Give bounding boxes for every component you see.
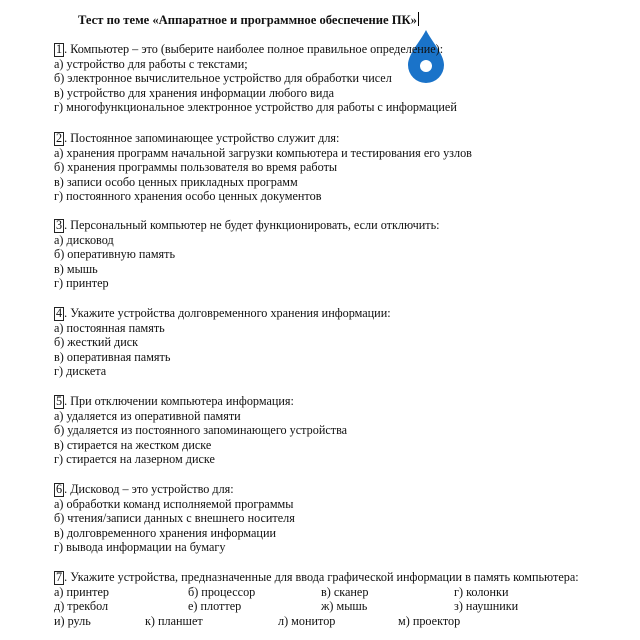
option: г) стирается на лазерном диске (54, 452, 215, 467)
option: з) наушники (454, 599, 519, 614)
option: г) принтер (54, 276, 109, 291)
option: г) дискета (54, 364, 107, 379)
option: в) стирается на жестком диске (54, 437, 212, 452)
question-number: 5 (56, 394, 63, 408)
option: г) многофункциональное электронное устройство для работы с информацией (54, 100, 457, 115)
option: в) устройство для хранения информации любого вида (54, 85, 335, 100)
question-4 (54, 306, 391, 379)
question-4-text: 4 . Укажите устройства долговременного хранения информации: (56, 306, 391, 320)
option: а) дисковод (54, 232, 114, 247)
question-2 (54, 131, 472, 204)
option: г) постоянного хранения особо ценных документов (54, 189, 322, 204)
option: а) хранения программ начальной загрузки компьютера и тестирования его узлов (54, 145, 472, 160)
option: б) оперативную память (54, 247, 176, 262)
question-1 (54, 42, 457, 115)
option: к) планшет (145, 613, 203, 628)
option: б) хранения программы пользователя во время работы (54, 160, 338, 175)
question-3 (54, 218, 440, 291)
question-number: 6 (56, 482, 63, 496)
option: л) монитор (278, 613, 336, 628)
option: в) мышь (54, 261, 98, 276)
question-number: 1 (56, 42, 63, 56)
question-7 (54, 570, 579, 628)
option: в) оперативная память (54, 349, 171, 364)
question-number: 2 (56, 131, 63, 145)
document-title (78, 12, 419, 28)
question-1-text: 1 . Компьютер – это (выберите наиболее полное правильное определение): (56, 42, 444, 56)
option: б) жесткий диск (54, 335, 139, 350)
option-row (54, 614, 579, 629)
option: б) электронное вычислительное устройство для обработки чисел (54, 71, 392, 86)
option: г) колонки (454, 584, 509, 599)
question-7-text: 7 . Укажите устройства, предназначенные для ввода графической информации в память компьютера: (56, 570, 579, 584)
question-3-text: 3 . Персональный компьютер не будет функционировать, если отключить: (56, 218, 440, 232)
option: а) устройство для работы с текстами; (54, 56, 248, 71)
title-text: Тест по теме «Аппаратное и программное обеспечение ПК» (78, 13, 417, 27)
option: б) процессор (188, 584, 256, 599)
option: в) сканер (321, 584, 369, 599)
question-5-text: 5 . При отключении компьютера информация: (56, 394, 294, 408)
option: в) записи особо ценных прикладных программ (54, 174, 298, 189)
option: в) долговременного хранения информации (54, 525, 276, 540)
option-row (54, 599, 579, 614)
question-number: 3 (56, 218, 63, 232)
question-6 (54, 482, 295, 555)
option: б) удаляется из постоянного запоминающего устройства (54, 423, 348, 438)
question-6-text: 6 . Дисковод – это устройство для: (56, 482, 234, 496)
option: ж) мышь (321, 599, 368, 614)
option: и) руль (54, 613, 91, 628)
question-2-text: 2 . Постоянное запоминающее устройство служит для: (56, 131, 340, 145)
question-number: 4 (56, 306, 63, 320)
option: м) проектор (398, 613, 461, 628)
option: е) плоттер (188, 599, 242, 614)
option: а) принтер (54, 584, 110, 599)
option: а) обработки команд исполняемой программы (54, 496, 294, 511)
option: а) постоянная память (54, 320, 165, 335)
option: г) вывода информации на бумагу (54, 540, 226, 555)
question-5 (54, 394, 347, 467)
option-row (54, 585, 579, 600)
text-cursor (418, 12, 419, 26)
question-number: 7 (56, 570, 63, 584)
option: а) удаляется из оперативной памяти (54, 408, 241, 423)
option: б) чтения/записи данных с внешнего носителя (54, 511, 295, 526)
option: д) трекбол (54, 599, 109, 614)
